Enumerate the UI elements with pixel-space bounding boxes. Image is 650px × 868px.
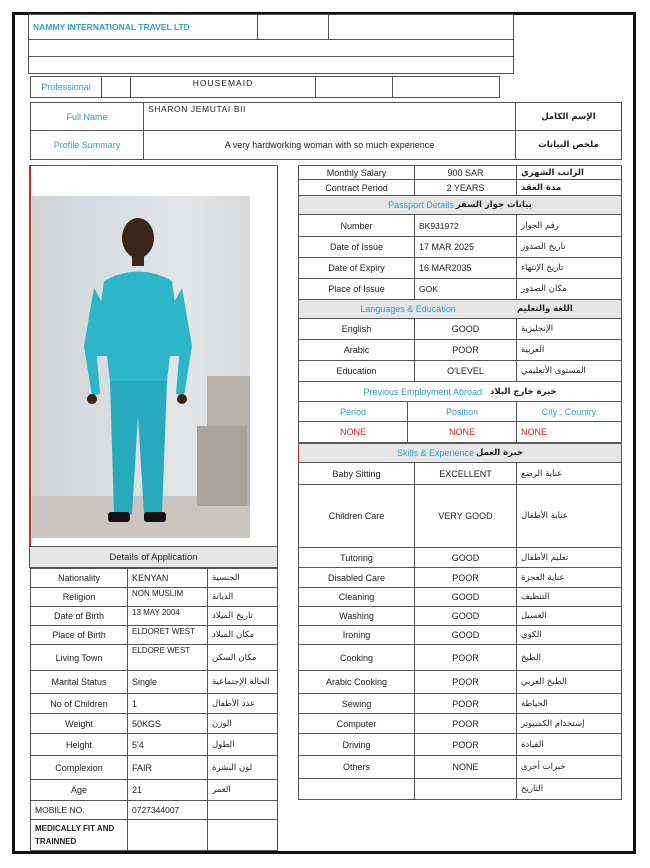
skill-arabic: الطبخ [516,644,622,671]
skill-label: Sewing [298,693,415,714]
header-blank-row-1 [28,39,514,57]
professional-blank-2 [315,76,393,98]
detail-value: KENYAN [127,568,208,588]
expiry-value: 16 MAR2035 [414,257,517,279]
skill-value: POOR [414,713,517,734]
detail-label: Living Town [30,644,128,671]
period-arabic: مدة العقد [516,179,622,196]
detail-arabic: عدد الأطفال [207,693,278,714]
employment-header [298,381,622,402]
skill-value: POOR [414,733,517,756]
medical-label-line-2: TRAINNED [35,837,77,846]
detail-label: Date of Birth [30,606,128,626]
skill-arabic: الغسيل [516,606,622,626]
place-arabic: مكان الصدور [516,278,622,300]
detail-value: 5'4 [127,733,208,756]
issue-arabic: تاريخ الصدور [516,236,622,258]
detail-arabic: العمر [207,779,278,801]
period-value: 2 YEARS [414,179,517,196]
passport-number-arabic: رقم الجواز [516,214,622,237]
detail-arabic: الحالة الإجتماعية [207,670,278,694]
mobile-label: MOBILE NO. [30,800,128,820]
passport-number: BK931972 [414,214,517,237]
languages-header [298,299,622,319]
date-blank-2 [414,778,517,800]
education-label: Education [298,360,415,382]
salary-value: 900 SAR [414,165,517,180]
skill-value: EXCELLENT [414,462,517,485]
skills-header-en: Skills & Experience [396,448,474,458]
detail-value: FAIR [127,755,208,780]
detail-value: 13 MAY 2004 [127,606,208,626]
english-value: GOOD [414,318,517,340]
issue-value: 17 MAR 2025 [414,236,517,258]
skill-arabic: عناية الأطفال [516,484,622,548]
employment-header-ar: خبرة خارج البلاد [490,386,557,397]
employment-col-period: Period [298,401,408,422]
skill-label: Cooking [298,644,415,671]
skill-arabic: الخياطة [516,693,622,714]
detail-label: Place of Birth [30,625,128,645]
profile-value: A very hardworking woman with so much experience [143,130,516,160]
detail-label: Complexion [30,755,128,780]
professional-blank [101,76,131,98]
detail-value: 1 [127,693,208,714]
expiry-label: Date of Expiry [298,257,415,279]
full-name-arabic: الإسم الكامل [515,102,622,131]
medical-label-line-1: MEDICALLY FIT AND [35,824,115,833]
skill-value: POOR [414,567,517,588]
detail-arabic: الوزن [207,713,278,734]
professional-label: Professional [30,76,102,98]
header-blank-row-2 [28,56,514,74]
place-value: GOK [414,278,517,300]
employment-position: NONE [407,421,517,443]
detail-label: Height [30,733,128,756]
skill-label: Baby Sitting [298,462,415,485]
detail-arabic: الديانة [207,587,278,607]
date-arabic: التاريخ [516,778,622,800]
header-blank-2 [328,14,514,40]
arabic-value: POOR [414,339,517,361]
salary-label: Monthly Salary [298,165,415,180]
detail-arabic: الجنسية [207,568,278,588]
detail-label: Nationality [30,568,128,588]
skill-value: GOOD [414,587,517,607]
candidate-photo [32,196,250,538]
english-arabic: الإنجليزية [516,318,622,340]
detail-label: Age [30,779,128,801]
expiry-arabic: تاريخ الإنتهاء [516,257,622,279]
mobile-value: 0727344007 [127,800,208,820]
detail-label: Marital Status [30,670,128,694]
detail-value: ELDORET WEST [127,625,208,645]
passport-number-label: Number [298,214,415,237]
languages-header-ar: اللغة والتعليم [517,304,573,314]
detail-value: Single [127,670,208,694]
skill-value: GOOD [414,547,517,568]
skill-arabic: عناية العجزة [516,567,622,588]
detail-arabic: الطول [207,733,278,756]
skill-value: VERY GOOD [414,484,517,548]
skills-header [298,443,622,463]
header-blank-1 [257,14,329,40]
profile-label: Profile Summary [30,130,144,160]
place-label: Place of Issue [298,278,415,300]
detail-label: Weight [30,713,128,734]
skills-header-ar: خبرة العمل [475,448,524,458]
employment-period: NONE [298,421,408,443]
skill-label: Tutoring [298,547,415,568]
passport-header-ar: بيانات جواز السفر [455,200,532,210]
detail-value: ELDORE WEST [127,644,208,671]
detail-value: 21 [127,779,208,801]
employment-city: NONE [516,421,622,443]
employment-header-en: Previous Employment Abroad [363,386,482,397]
skill-value: GOOD [414,625,517,645]
skill-label: Washing [298,606,415,626]
mobile-blank [207,800,278,820]
detail-label: Religion [30,587,128,607]
period-label: Contract Period [298,179,415,196]
issue-label: Date of Issue [298,236,415,258]
detail-value: NON MUSLIM [127,587,208,607]
detail-label: No of Children [30,693,128,714]
skill-value: POOR [414,644,517,671]
skill-arabic: التنظيف [516,587,622,607]
position-value: HOUSEMAID [130,76,316,98]
arabic-arabic: العربية [516,339,622,361]
passport-header-en: Passport Details [388,200,454,210]
salary-arabic: الراتب الشهري [516,165,622,180]
medical-blank-1 [127,819,208,851]
skill-label: Computer [298,713,415,734]
detail-arabic: مكان الميلاد [207,625,278,645]
employment-col-position: Position [407,401,517,422]
skill-label: Ironing [298,625,415,645]
skill-arabic: الكوي [516,625,622,645]
full-name-value: SHARON JEMUTAI BII [143,102,516,131]
profile-arabic: ملخص البيانات [515,130,622,160]
skill-arabic: تعليم الأطفال [516,547,622,568]
detail-arabic: لون البشرة [207,755,278,780]
detail-value: 50KGS [127,713,208,734]
detail-arabic: تاريخ الميلاد [207,606,278,626]
skill-label: Disabled Care [298,567,415,588]
skill-arabic: عناية الرضع [516,462,622,485]
skill-value: POOR [414,693,517,714]
detail-arabic: مكان السكن [207,644,278,671]
application-header: Details of Application [29,546,278,568]
date-blank-1 [298,778,415,800]
skill-arabic: القيادة [516,733,622,756]
skill-arabic: خبرات أخرى [516,755,622,779]
medical-blank-2 [207,819,278,851]
employment-col-city: City , Country [516,401,622,422]
arabic-label: Arabic [298,339,415,361]
skill-value: NONE [414,755,517,779]
skill-label: Cleaning [298,587,415,607]
skill-arabic: إستخدام الكمبيوتر [516,713,622,734]
education-arabic: المستوى الأتعليمي [516,360,622,382]
languages-header-en: Languages & Education [360,304,456,314]
professional-blank-3 [392,76,500,98]
passport-header [298,195,622,215]
skill-label: Driving [298,733,415,756]
company-name: NAMMY INTERNATIONAL TRAVEL LTD [28,14,258,40]
medical-label [30,819,128,851]
skill-value: POOR [414,670,517,694]
skill-label: Children Care [298,484,415,548]
skill-label: Arabic Cooking [298,670,415,694]
english-label: English [298,318,415,340]
education-value: O'LEVEL [414,360,517,382]
skill-arabic: الطبخ العربي [516,670,622,694]
skill-value: GOOD [414,606,517,626]
skill-label: Others [298,755,415,779]
full-name-label: Full Name [30,102,144,131]
